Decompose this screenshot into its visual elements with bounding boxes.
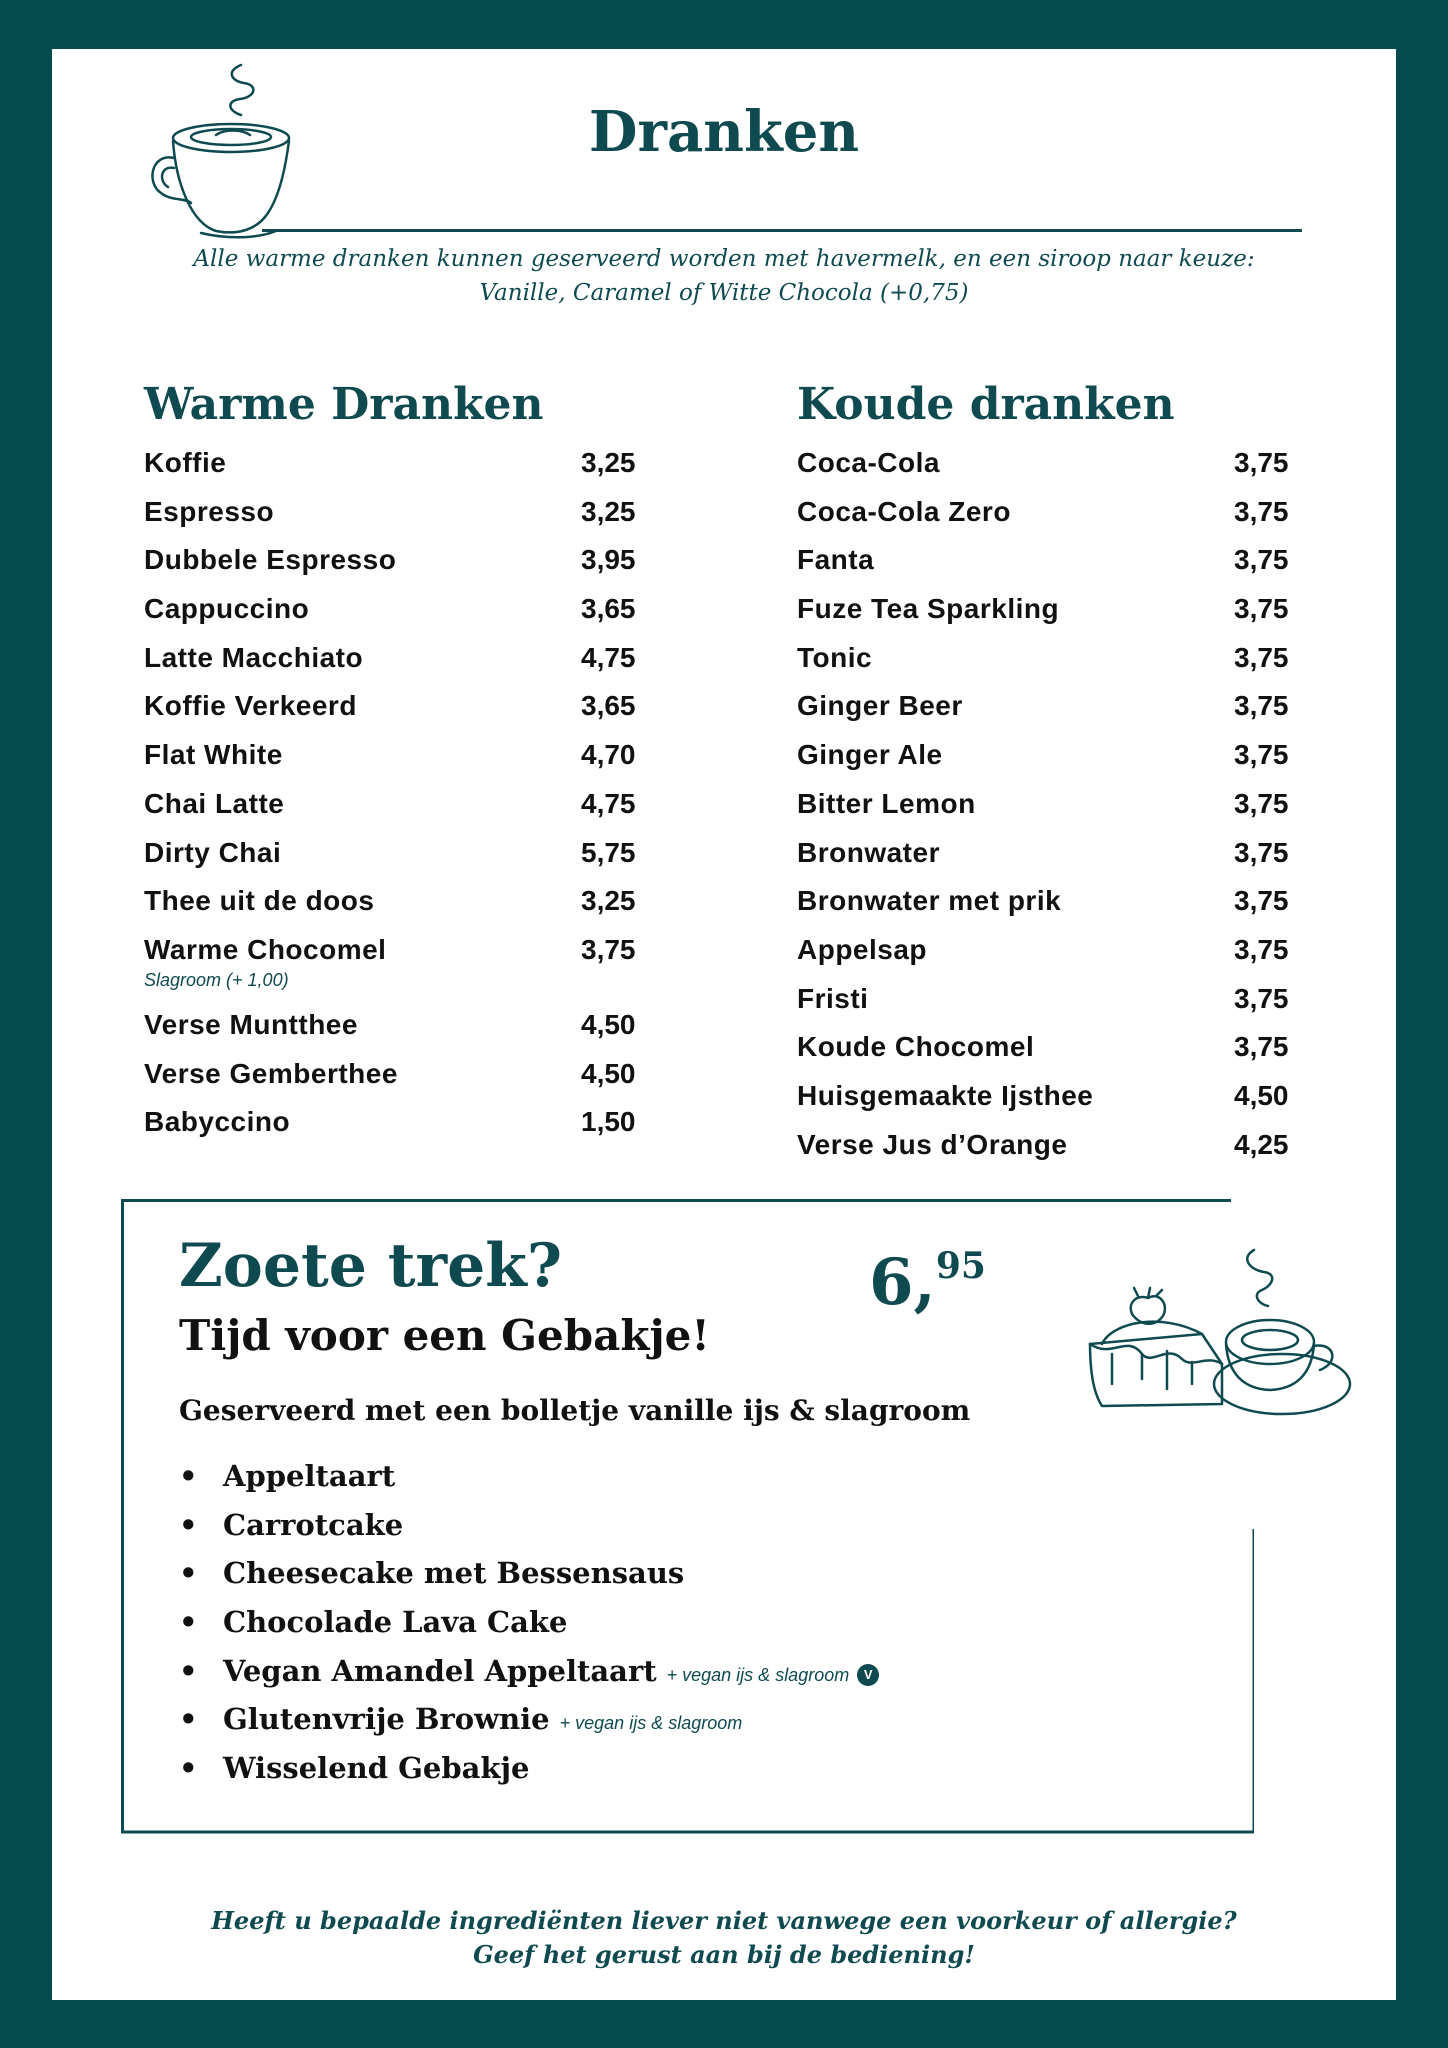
warm-drinks-list (144, 447, 664, 1155)
menu-item (144, 739, 664, 788)
dessert-name: Carrotcake (223, 1507, 404, 1542)
item-price: 4,50 (1234, 1079, 1289, 1111)
item-price: 4,50 (581, 1057, 636, 1089)
item-name: Koffie (144, 447, 227, 478)
cake-and-coffee-icon (1072, 1194, 1352, 1419)
item-name: Chai Latte (144, 787, 285, 819)
item-price: 3,75 (1234, 690, 1289, 722)
dessert-name: Chocolade Lava Cake (223, 1605, 568, 1640)
item-price: 3,25 (581, 495, 636, 527)
syrup-note-line1: Alle warme dranken kunnen geserveerd worden met havermelk, en een siroop naar keuze: (193, 246, 1255, 272)
item-addon-note: Slagroom (+ 1,00) (144, 969, 289, 990)
item-name: Verse Gemberthee (144, 1057, 398, 1089)
menu-item (797, 593, 1317, 642)
item-name: Fanta (797, 544, 875, 576)
item-price: 3,65 (581, 593, 636, 625)
item-name: Bronwater (797, 836, 940, 868)
menu-item (144, 934, 664, 1009)
item-price: 3,75 (1234, 641, 1289, 673)
item-price: 3,75 (1234, 1031, 1289, 1063)
list-item (179, 1508, 1079, 1557)
allergy-note-line1: Heeft u bepaalde ingrediënten liever niet vanwege een voorkeur of allergie? (211, 1906, 1237, 1935)
item-price: 3,65 (581, 690, 636, 722)
menu-item (797, 837, 1317, 886)
item-name: Bronwater met prik (797, 885, 1062, 917)
item-name: Verse Muntthee (144, 1008, 358, 1040)
item-price: 3,75 (1234, 593, 1289, 625)
item-name: Coca-Cola (797, 447, 940, 478)
cold-drinks-title: Koude dranken (797, 379, 1175, 430)
item-name: Tonic (797, 641, 873, 673)
dessert-name: Cheesecake met Bessensaus (223, 1556, 685, 1591)
warm-drinks-title: Warme Dranken (144, 379, 544, 430)
item-price: 3,75 (1234, 495, 1289, 527)
item-name: Koude Chocomel (797, 1031, 1035, 1063)
menu-item (144, 837, 664, 886)
bullet: • (179, 1459, 198, 1493)
item-name: Ginger Ale (797, 739, 943, 771)
item-name: Fristi (797, 982, 869, 1014)
menu-item (797, 934, 1317, 983)
menu-page (52, 49, 1396, 2000)
item-price: 3,75 (1234, 447, 1289, 478)
bullet: • (179, 1605, 198, 1640)
item-price: 3,95 (581, 544, 636, 576)
menu-item (797, 1129, 1317, 1178)
item-price: 3,25 (581, 885, 636, 917)
menu-item (797, 447, 1317, 496)
menu-item (144, 593, 664, 642)
menu-item (144, 1058, 664, 1107)
item-price: 3,75 (581, 933, 636, 965)
dessert-name: Appeltaart (223, 1459, 396, 1493)
item-name: Warme Chocomel (144, 933, 387, 965)
item-name: Thee uit de doos (144, 885, 375, 917)
dessert-price-main: 6, (869, 1245, 936, 1320)
item-name: Cappuccino (144, 593, 310, 625)
item-name: Dirty Chai (144, 836, 282, 868)
item-price: 3,25 (581, 447, 636, 478)
item-price: 4,75 (581, 641, 636, 673)
menu-item (144, 496, 664, 545)
page-title: Dranken (588, 99, 860, 165)
cold-drinks-list (797, 447, 1317, 1177)
menu-item (144, 788, 664, 837)
dessert-name: Wisselend Gebakje (223, 1751, 530, 1786)
item-price: 3,75 (1234, 836, 1289, 868)
list-item (179, 1459, 1079, 1508)
menu-item (797, 788, 1317, 837)
menu-item (144, 544, 664, 593)
item-name: Huisgemaakte Ijsthee (797, 1079, 1094, 1111)
menu-item (797, 544, 1317, 593)
menu-item (144, 1106, 664, 1155)
dessert-price-cents: 95 (935, 1245, 986, 1287)
item-price: 5,75 (581, 836, 636, 868)
bullet: • (179, 1653, 198, 1688)
item-price: 3,75 (1234, 933, 1289, 965)
syrup-note-line2: Vanille, Caramel of Witte Chocola (+0,75) (479, 280, 969, 306)
item-name: Babyccino (144, 1106, 291, 1138)
item-name: Bitter Lemon (797, 787, 976, 819)
item-name: Flat White (144, 739, 283, 771)
list-item (179, 1556, 1079, 1605)
item-price: 3,75 (1234, 982, 1289, 1014)
dessert-addon-note: + vegan ijs & slagroom (559, 1713, 743, 1734)
dessert-addon-note: + vegan ijs & slagroom (666, 1664, 850, 1685)
bullet: • (179, 1702, 198, 1737)
list-item (179, 1702, 1079, 1751)
item-name: Dubbele Espresso (144, 544, 397, 576)
dessert-list (179, 1459, 1079, 1800)
menu-item (144, 447, 664, 496)
allergy-note-line2: Geef het gerust aan bij de bediening! (473, 1940, 975, 1969)
menu-item (144, 642, 664, 691)
menu-item (797, 642, 1317, 691)
item-name: Koffie Verkeerd (144, 690, 357, 722)
title-divider (262, 229, 1302, 232)
item-price: 4,50 (581, 1008, 636, 1040)
item-price: 3,75 (1234, 739, 1289, 771)
list-item (179, 1654, 1079, 1703)
item-price: 4,70 (581, 739, 636, 771)
list-item (179, 1605, 1079, 1654)
bullet: • (179, 1507, 198, 1542)
menu-item (797, 739, 1317, 788)
item-name: Appelsap (797, 933, 928, 965)
dessert-price (869, 1245, 986, 1320)
dessert-subtitle: Tijd voor een Gebakje! (179, 1311, 710, 1360)
item-name: Verse Jus d’Orange (797, 1128, 1068, 1160)
dessert-description: Geserveerd met een bolletje vanille ijs & slagroom (179, 1394, 971, 1427)
item-price: 3,75 (1234, 787, 1289, 819)
menu-item (797, 690, 1317, 739)
menu-item (797, 885, 1317, 934)
menu-item (144, 690, 664, 739)
item-price: 4,75 (581, 787, 636, 819)
list-item (179, 1751, 1079, 1800)
item-price: 3,75 (1234, 544, 1289, 576)
dessert-name: Vegan Amandel Appeltaart (223, 1653, 657, 1688)
vegan-badge: V (857, 1664, 879, 1686)
dessert-name: Glutenvrije Brownie (223, 1702, 550, 1737)
menu-item (144, 1009, 664, 1058)
allergy-note (52, 1904, 1396, 1972)
item-name: Fuze Tea Sparkling (797, 593, 1060, 625)
menu-item (797, 1031, 1317, 1080)
item-name: Coca-Cola Zero (797, 495, 1011, 527)
menu-item (797, 496, 1317, 545)
bullet: • (179, 1556, 198, 1591)
menu-item (797, 983, 1317, 1032)
menu-item (144, 885, 664, 934)
dessert-title: Zoete trek? (179, 1231, 562, 1301)
item-price: 1,50 (581, 1106, 636, 1138)
item-price: 4,25 (1234, 1128, 1289, 1160)
item-name: Espresso (144, 495, 275, 527)
item-price: 3,75 (1234, 885, 1289, 917)
item-name: Latte Macchiato (144, 641, 364, 673)
menu-item (797, 1080, 1317, 1129)
item-name: Ginger Beer (797, 690, 963, 722)
bullet: • (179, 1751, 198, 1786)
